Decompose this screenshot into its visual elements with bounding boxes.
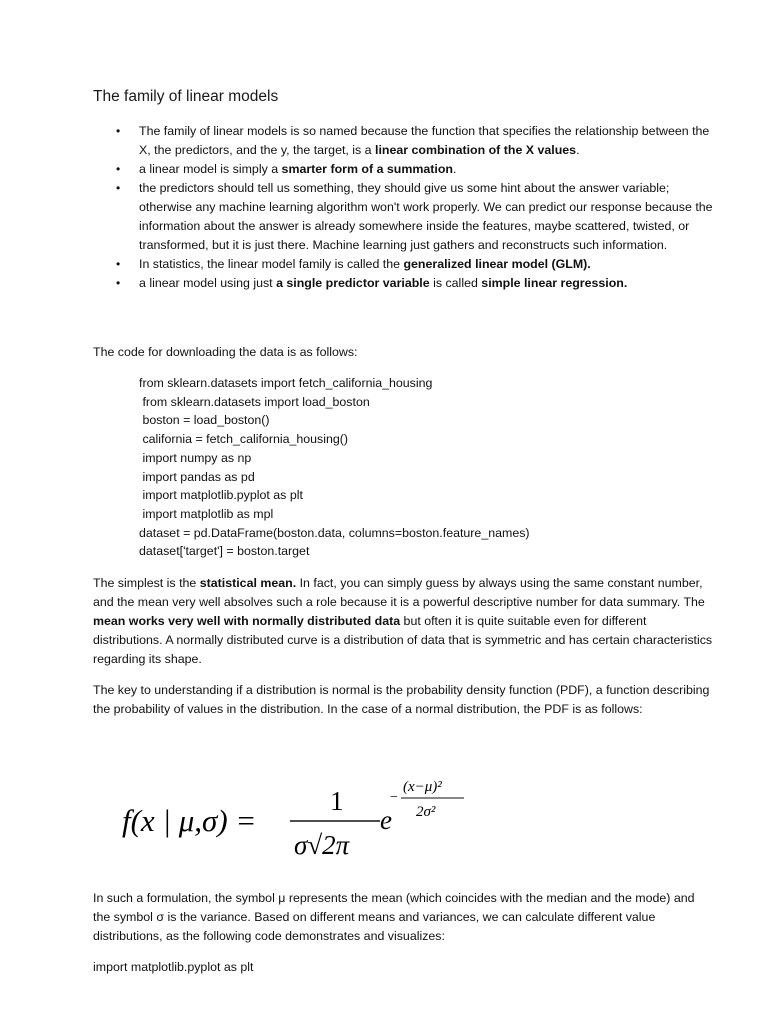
bullet-text: In statistics, the linear model family is called the	[139, 257, 404, 271]
mean-text-bold: statistical mean.	[199, 576, 297, 590]
mean-text: The simplest is the	[93, 576, 200, 590]
formula-lhs: f(x | μ,σ) =	[122, 803, 257, 838]
bullet-list	[116, 122, 719, 293]
formula-exp-denominator: 2σ²	[416, 804, 436, 820]
bullet-text-bold: simple linear regression.	[481, 276, 628, 290]
code-line: dataset = pd.DataFrame(boston.data, columns=boston.feature_names)	[139, 525, 530, 540]
bullet-text-bold: a single predictor variable	[276, 276, 430, 290]
code-line: import pandas as pd	[139, 469, 255, 484]
formula-exp-sign: −	[390, 790, 398, 805]
formula-numerator: 1	[330, 786, 344, 816]
formula-base: e	[380, 805, 392, 835]
code-line: dataset['target'] = boston.target	[139, 544, 310, 559]
code-last-line: import matplotlib.pyplot as plt	[93, 960, 254, 974]
bullet-text: The family of linear models is so named because the function that specifies the relationship between the X, the predictors, and the y, the target, is a	[139, 124, 710, 157]
code-line: from sklearn.datasets import fetch_california_housing	[139, 376, 433, 390]
formula-denominator: σ√2π	[294, 830, 350, 860]
bullet-text-bold: linear combination of the X values	[375, 143, 577, 157]
mean-text: In fact, you can simply guess by always using the same constant number, and the mean very well absolves such a role because it is a powerful descriptive number for data summary. The	[93, 576, 705, 609]
bullet-item	[116, 179, 719, 255]
bullet-item	[116, 122, 719, 160]
bullet-text-bold: generalized linear model (GLM).	[403, 257, 591, 271]
mean-text-bold: mean works very well with normally distributed data	[93, 614, 401, 628]
bullet-text: a linear model using just	[139, 276, 277, 290]
bullet-text: is called	[429, 276, 482, 290]
formula-exp-numerator: (x−μ)²	[403, 779, 442, 795]
code-line: from sklearn.datasets import load_boston	[139, 394, 370, 409]
mean-text: but often it is quite suitable even for different distributions. A normally distributed curve is a distribution of data that is symmetric and has certain characteristics regarding its shape.	[93, 614, 713, 666]
normal-pdf-formula	[118, 768, 478, 868]
bullet-dot-icon: •	[116, 276, 121, 290]
bullet-dot-icon: •	[116, 162, 121, 176]
bullet-item	[116, 274, 719, 293]
section-heading: The family of linear models	[93, 88, 279, 105]
bullet-dot-icon: •	[116, 257, 121, 271]
code-line: boston = load_boston()	[139, 413, 270, 428]
code-intro-paragraph: The code for downloading the data is as follows:	[93, 345, 358, 359]
symbols-paragraph: In such a formulation, the symbol μ represents the mean (which coincides with the median and the mode) and the symbol σ is the variance. Based on different means and variances, we can calculate different value distributions, as the following code demonstrates and visualizes:	[93, 891, 695, 943]
bullet-text: .	[453, 162, 457, 176]
bullet-text-bold: smarter form of a summation	[281, 162, 453, 176]
bullet-text: a linear model is simply a	[139, 162, 282, 176]
bullet-item	[116, 160, 719, 179]
bullet-text: the predictors should tell us something, they should give us some hint about the answer variable; otherwise any machine learning algorithm won't work properly. We can predict our response because the information about the answer is already somewhere inside the features, maybe scattered, twisted, or transformed, but it is just there. Machine learning just gathers and reconstructs such information.	[139, 181, 713, 252]
bullet-dot-icon: •	[116, 124, 121, 138]
code-line: import numpy as np	[139, 450, 252, 465]
bullet-dot-icon: •	[116, 181, 121, 195]
code-line: california = fetch_california_housing()	[139, 432, 349, 447]
bullet-text: .	[576, 143, 580, 157]
pdf-paragraph: The key to understanding if a distribution is normal is the probability density function (PDF), a function describing the probability of values in the distribution. In the case of a normal distribution, the PDF is as follows:	[93, 683, 710, 716]
code-block	[139, 374, 530, 561]
code-line: import matplotlib.pyplot as plt	[139, 488, 303, 503]
mean-paragraph	[93, 574, 713, 669]
bullet-item	[116, 255, 719, 274]
code-line: import matplotlib as mpl	[139, 506, 274, 521]
